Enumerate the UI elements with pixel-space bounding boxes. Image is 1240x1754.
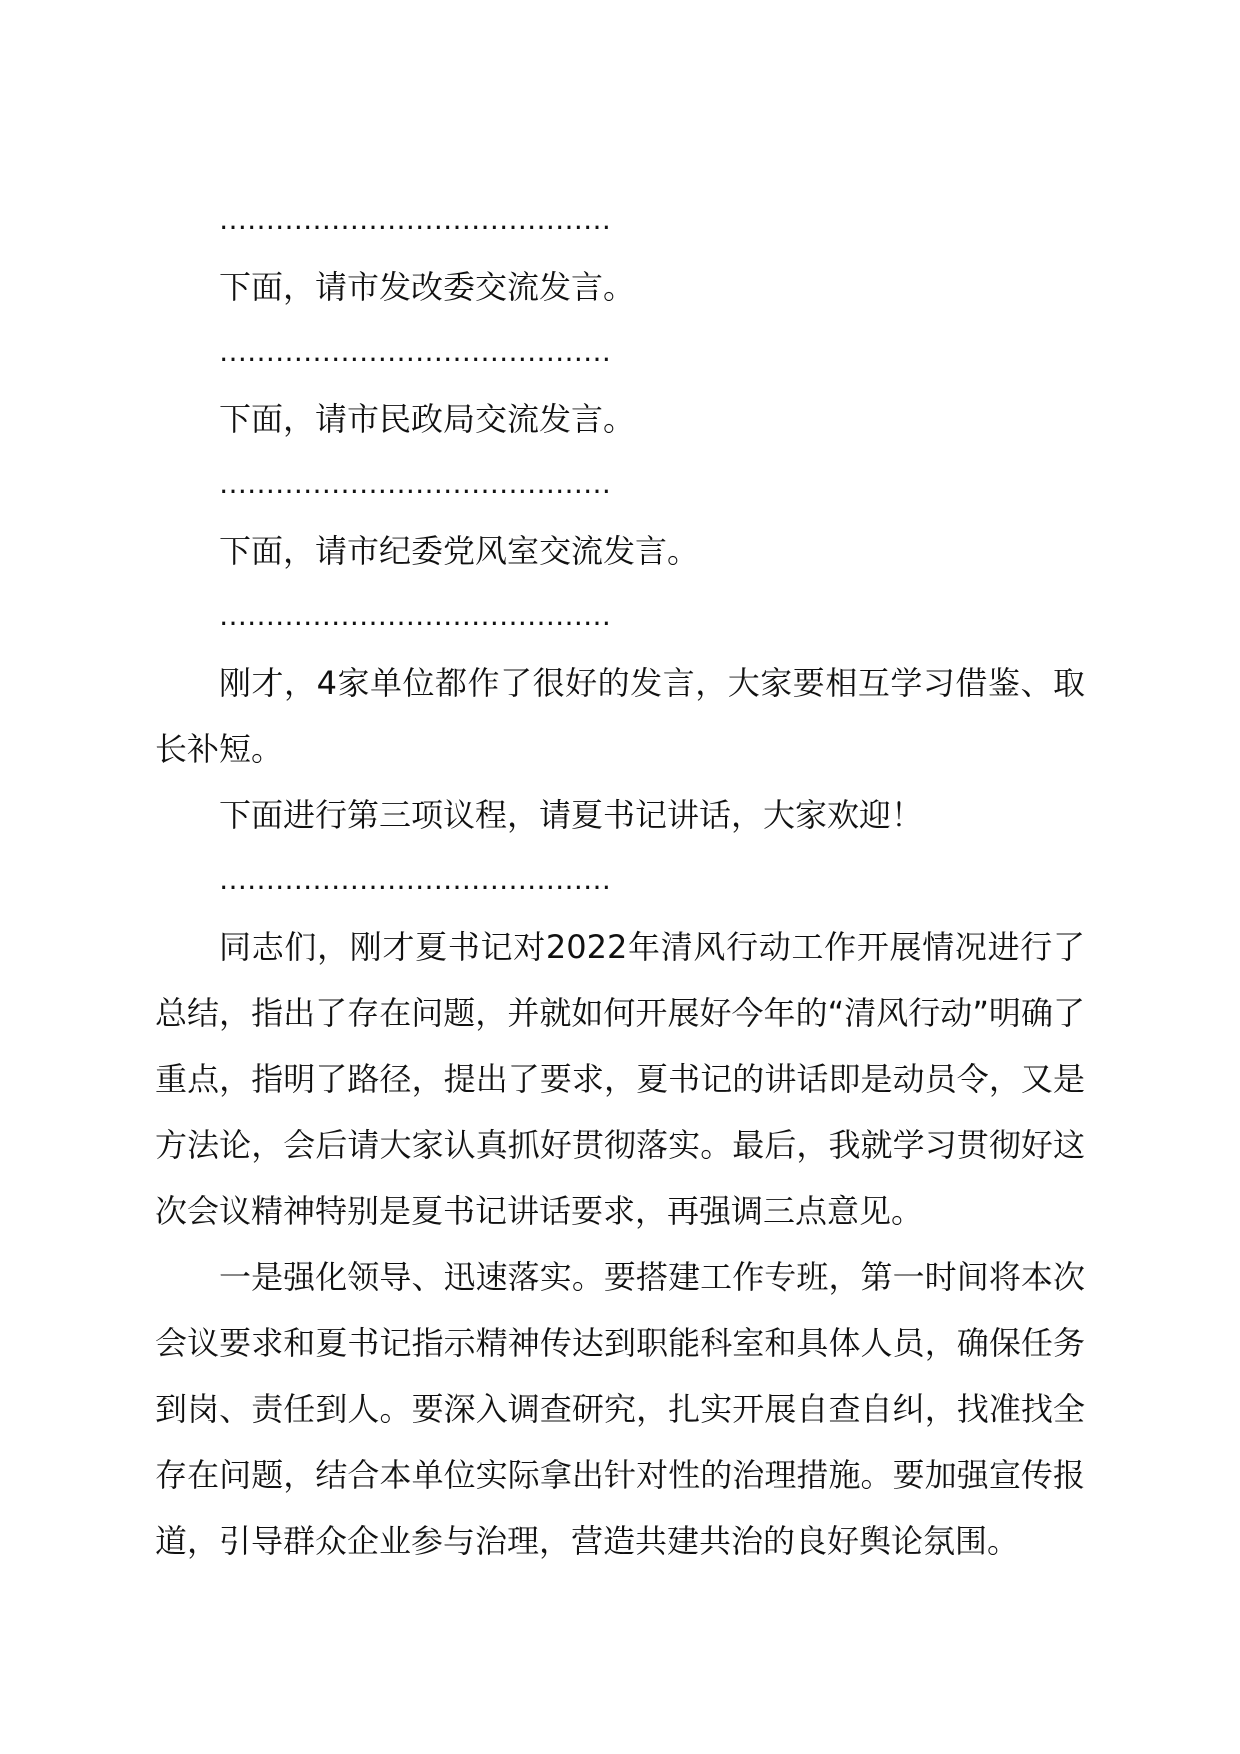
ellipsis-separator: …………………………………… xyxy=(219,599,611,632)
paragraph: 同志们，刚才夏书记对2022年清风行动工作开展情况进行了总结，指出了存在问题，并就如何开展好今年的“清风行动”明确了重点，指明了路径，提出了要求，夏书记的讲话即是动员令，又是方法论，会后请大家认真抓好贯彻落实。最后，我就学习贯彻好这次会议精神特别是夏书记讲话要求，再强调三点意见。 xyxy=(155,928,1085,1230)
document-body xyxy=(155,188,1085,1574)
paragraph: 下面，请市民政局交流发言。 xyxy=(219,400,636,438)
paragraph: 刚才，4家单位都作了很好的发言，大家要相互学习借鉴、取长补短。 xyxy=(155,664,1085,768)
ellipsis-separator: …………………………………… xyxy=(219,467,611,500)
ellipsis-separator: …………………………………… xyxy=(219,863,611,896)
paragraph: 下面，请市发改委交流发言。 xyxy=(219,268,636,306)
paragraph: 下面，请市纪委党风室交流发言。 xyxy=(219,532,700,570)
paragraph: 一是强化领导、迅速落实。要搭建工作专班，第一时间将本次会议要求和夏书记指示精神传达到职能科室和具体人员，确保任务到岗、责任到人。要深入调查研究，扎实开展自查自纠，找准找全存在问题，结合本单位实际拿出针对性的治理措施。要加强宣传报道，引导群众企业参与治理，营造共建共治的良好舆论氛围。 xyxy=(155,1258,1085,1560)
ellipsis-separator: …………………………………… xyxy=(219,335,611,368)
paragraph: 下面进行第三项议程，请夏书记讲话，大家欢迎！ xyxy=(219,796,924,834)
ellipsis-separator: …………………………………… xyxy=(219,203,611,236)
